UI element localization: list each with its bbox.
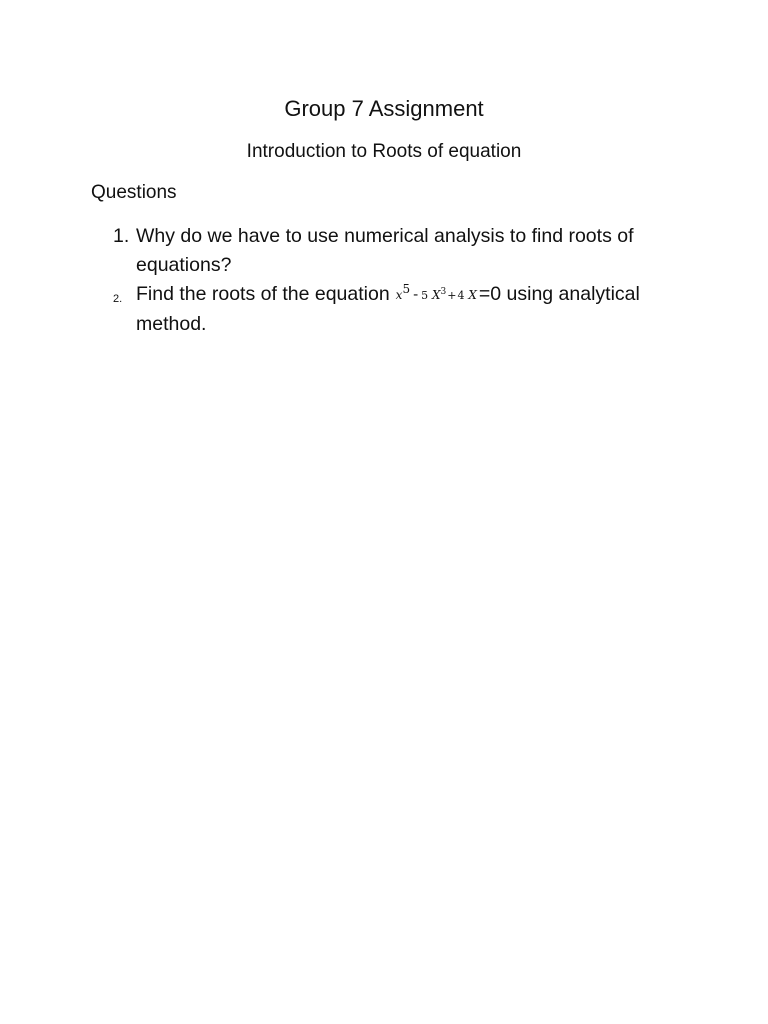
question-number: 1. [113,225,130,247]
equation-coefficient: 5 [421,289,429,302]
question-number: 2. [113,293,123,305]
question-text-line: method. [136,313,207,335]
document-title: Group 7 Assignment [284,96,484,121]
section-heading: Questions [91,182,177,203]
question-text-before: Find the roots of the equation [136,283,390,305]
equation [396,280,477,310]
question-item-2 [0,280,768,339]
question-item-1 [0,222,768,280]
equation-var: x [395,288,403,302]
equation-exponent: 3 [440,287,447,297]
document-subtitle: Introduction to Roots of equation [246,141,522,162]
question-text [136,222,696,280]
question-text-after: =0 using analytical [478,283,640,305]
question-text-line: Why do we have to use numerical analysis to find roots of [136,225,634,247]
equation-operator: + [447,289,457,302]
equation-var: X [432,288,441,302]
question-text [136,280,696,339]
equation-exponent: 5 [402,282,411,296]
equation-coefficient: 4 [457,289,465,302]
equation-var: X [468,288,477,302]
question-text-line: equations? [136,254,232,276]
question-list [0,222,768,339]
equation-operator: - [413,285,419,303]
